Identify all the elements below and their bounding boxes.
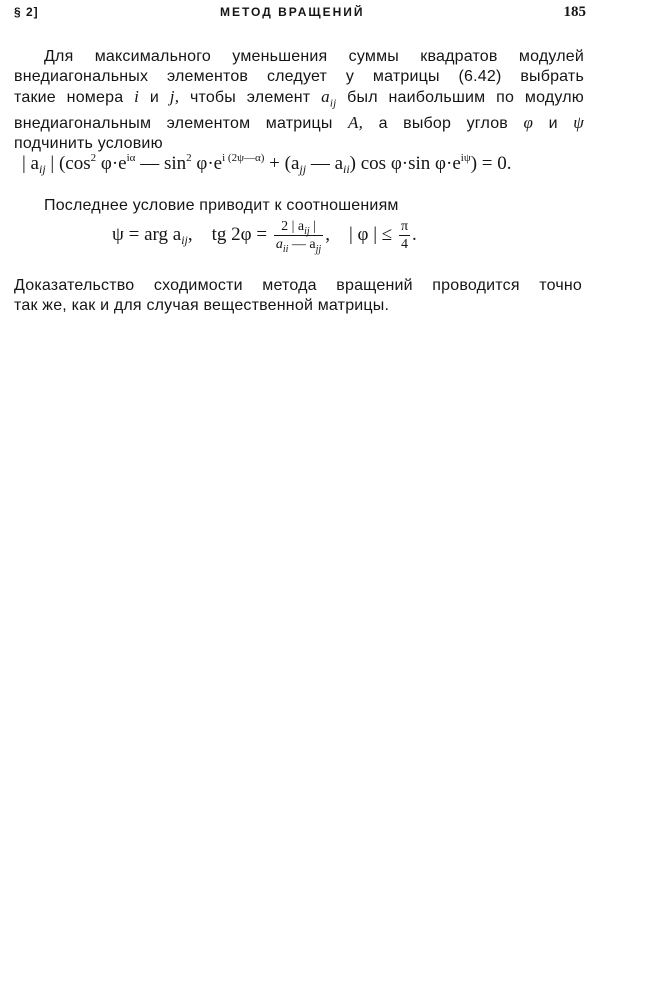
text-line: подчинить условию — [14, 135, 163, 153]
text-line: внедиагональных элементов следует у матрицы (6.42) выбрать — [14, 68, 584, 85]
variable-psi: ψ — [573, 113, 584, 133]
running-header — [14, 5, 586, 25]
fraction-denominator: $a_{ii}$ — $a_{jj}$ — [275, 237, 322, 255]
text-line: внедиагональным элементом матрицы A, а выбор углов φ и ψ — [14, 113, 584, 133]
paragraph-convergence — [14, 276, 582, 316]
variable-A: A, — [348, 113, 364, 133]
relations-formula: ψ = arg $a_{ij}$, tg 2φ = $\frac{2 | a_{ij} |}{a_{ii} — a_{jj}}$ , | φ | ≤ $\frac{\pi}{4}$ . — [112, 219, 417, 255]
fraction-tg — [274, 218, 323, 253]
fraction-numerator: 2 | $a_{ij}$ | — [274, 218, 323, 236]
text-line: Для максимального уменьшения суммы квадратов модулей — [44, 48, 584, 65]
variable-j: j, — [169, 87, 180, 106]
paragraph-condition — [14, 47, 584, 154]
text-line: такие номера i и j, чтобы элемент $a_{ij}$ был наибольшим по модулю — [14, 87, 584, 110]
chapter-title: МЕТОД ВРАЩЕНИЙ — [220, 5, 365, 19]
section-marker: § 2] — [14, 5, 39, 19]
page-number: 185 — [563, 4, 586, 20]
fraction-pi-4: $\frac{\pi}{4}$ — [400, 219, 409, 252]
variable-i: i — [134, 87, 140, 106]
variable-aij: $a_{ij}$ — [321, 87, 337, 110]
text-line: Доказательство сходимости метода вращений проводится точно — [14, 277, 582, 294]
variable-phi: φ — [523, 113, 534, 133]
condition-formula: | $a_{ij}$ | ($\cos^2$ $\varphi\cdot e^{i\alpha}$ — $\sin^2 \varphi\cdot e^{i (2\psi—\alpha)} + (a_{jj}$ — $a_{ii}$) cos φ·sin $\varphi\cdot e^{i\psi}) = 0$. — [22, 152, 512, 176]
paragraph-relations: Последнее условие приводит к соотношениям — [44, 197, 399, 214]
text-line: так же, как и для случая вещественной матрицы. — [14, 297, 390, 314]
